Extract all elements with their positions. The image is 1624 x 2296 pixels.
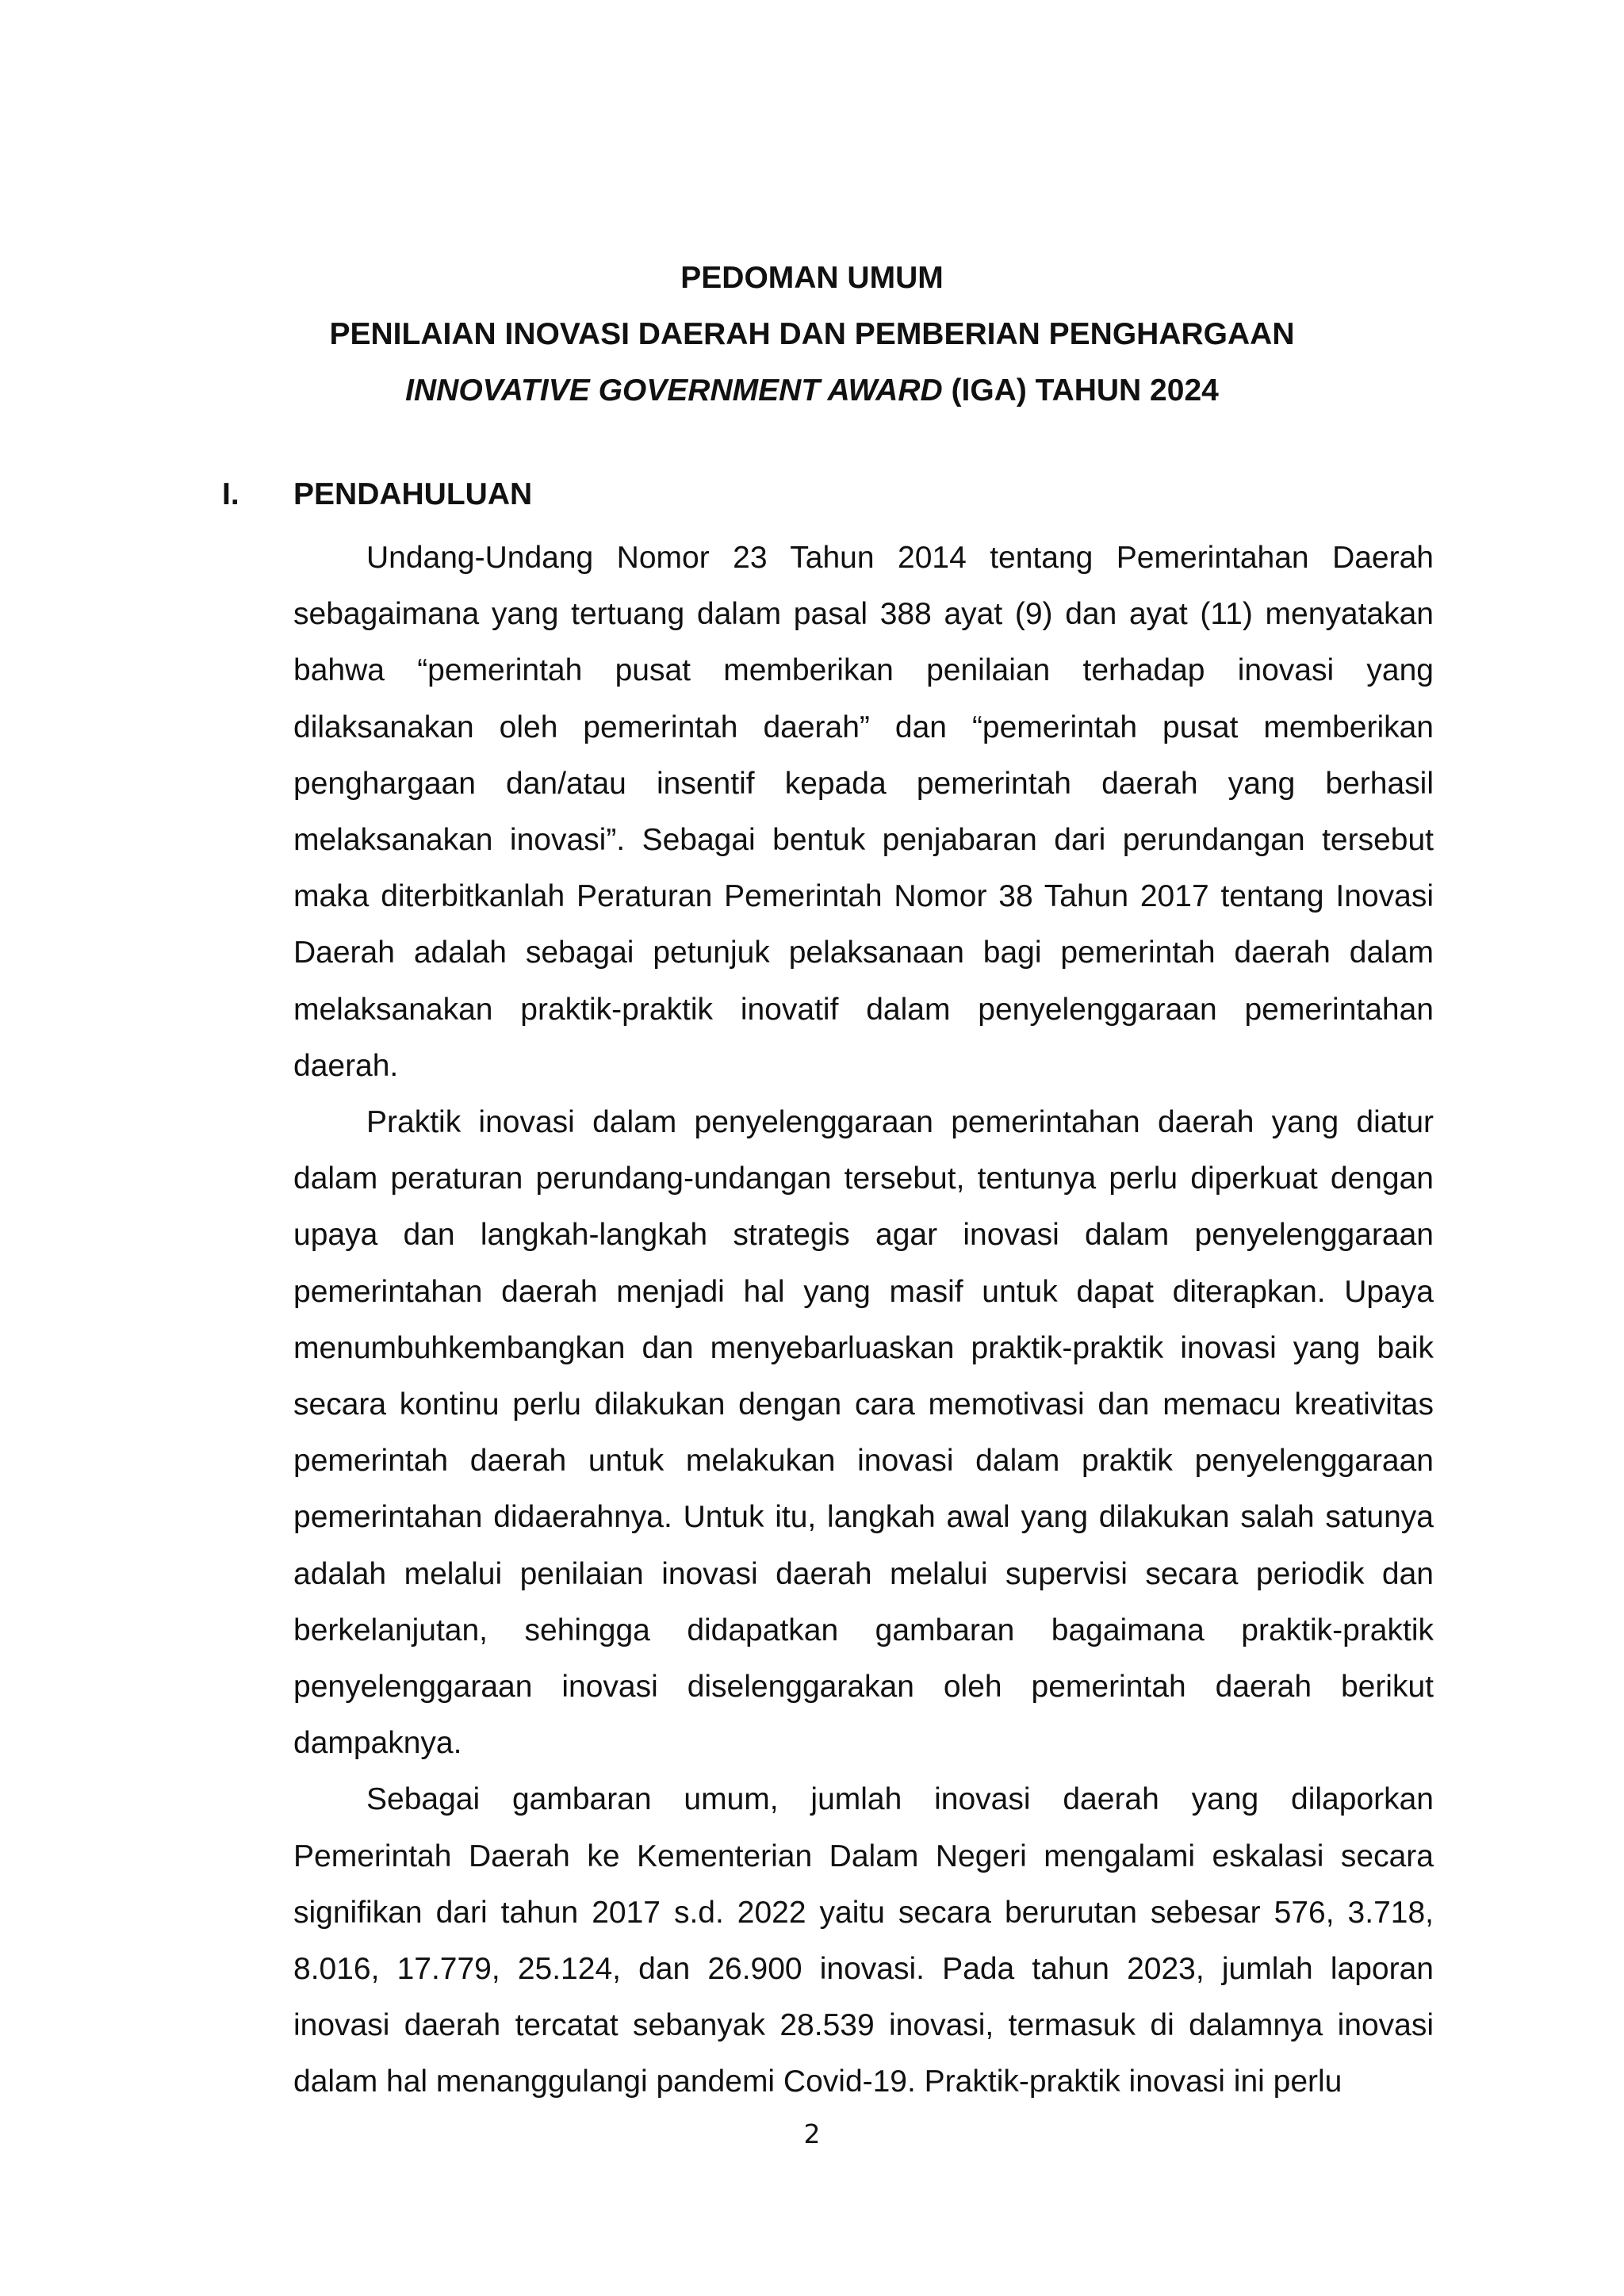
title-line-1: PEDOMAN UMUM: [680, 261, 944, 295]
section-title: PENDAHULUAN: [293, 477, 533, 511]
section-number: I.: [222, 477, 239, 511]
title-line-3-rest: (IGA) TAHUN 2024: [942, 373, 1219, 408]
title-line-3-italic: INNOVATIVE GOVERNMENT AWARD: [405, 373, 943, 408]
title-line-3: [0, 362, 1624, 419]
paragraph-2: Praktik inovasi dalam penyelenggaraan pemerintahan daerah yang diatur dalam peraturan perundang-undangan tersebut, tentunya perlu diperkuat dengan upaya dan langkah-langkah strategis agar inovasi dalam penyelenggaraan pemerintahan daerah menjadi hal yang masif untuk dapat diterapkan. Upaya menumbuhkembangkan dan menyebarluaskan praktik-praktik inovasi yang baik secara kontinu perlu dilakukan dengan cara memotivasi dan memacu kreativitas pemerintah daerah untuk melakukan inovasi dalam praktik penyelenggaraan pemerintahan didaerahnya. Untuk itu, langkah awal yang dilakukan salah satunya adalah melalui penilaian inovasi daerah melalui supervisi secara periodik dan berkelanjutan, sehingga didapatkan gambaran bagaimana praktik-praktik penyelenggaraan inovasi diselenggarakan oleh pemerintah daerah berikut dampaknya.: [293, 1105, 1434, 1761]
document-title: [0, 250, 1624, 419]
paragraph-3: Sebagai gambaran umum, jumlah inovasi daerah yang dilaporkan Pemerintah Daerah ke Kementerian Dalam Negeri mengalami eskalasi secara signifikan dari tahun 2017 s.d. 2022 yaitu secara berurutan sebesar 576, 3.718, 8.016, 17.779, 25.124, dan 26.900 inovasi. Pada tahun 2023, jumlah laporan inovasi daerah tercatat sebanyak 28.539 inovasi, termasuk di dalamnya inovasi dalam hal menanggulangi pandemi Covid-19. Praktik-praktik inovasi ini perlu: [293, 1782, 1434, 2099]
paragraph-1: Undang-Undang Nomor 23 Tahun 2014 tentang Pemerintahan Daerah sebagaimana yang tertuang dalam pasal 388 ayat (9) dan ayat (11) menyatakan bahwa “pemerintah pusat memberikan penilaian terhadap inovasi yang dilaksanakan oleh pemerintah daerah” dan “pemerintah pusat memberikan penghargaan dan/atau insentif kepada pemerintah daerah yang berhasil melaksanakan inovasi”. Sebagai bentuk penjabaran dari perundangan tersebut maka diterbitkanlah Peraturan Pemerintah Nomor 38 Tahun 2017 tentang Inovasi Daerah adalah sebagai petunjuk pelaksanaan bagi pemerintah daerah dalam melaksanakan praktik-praktik inovatif dalam penyelenggaraan pemerintahan daerah.: [293, 541, 1434, 1083]
title-line-2: PENILAIAN INOVASI DAERAH DAN PEMBERIAN PENGHARGAAN: [329, 317, 1295, 351]
section-body: [293, 530, 1434, 2110]
page-number: 2: [803, 2118, 821, 2149]
